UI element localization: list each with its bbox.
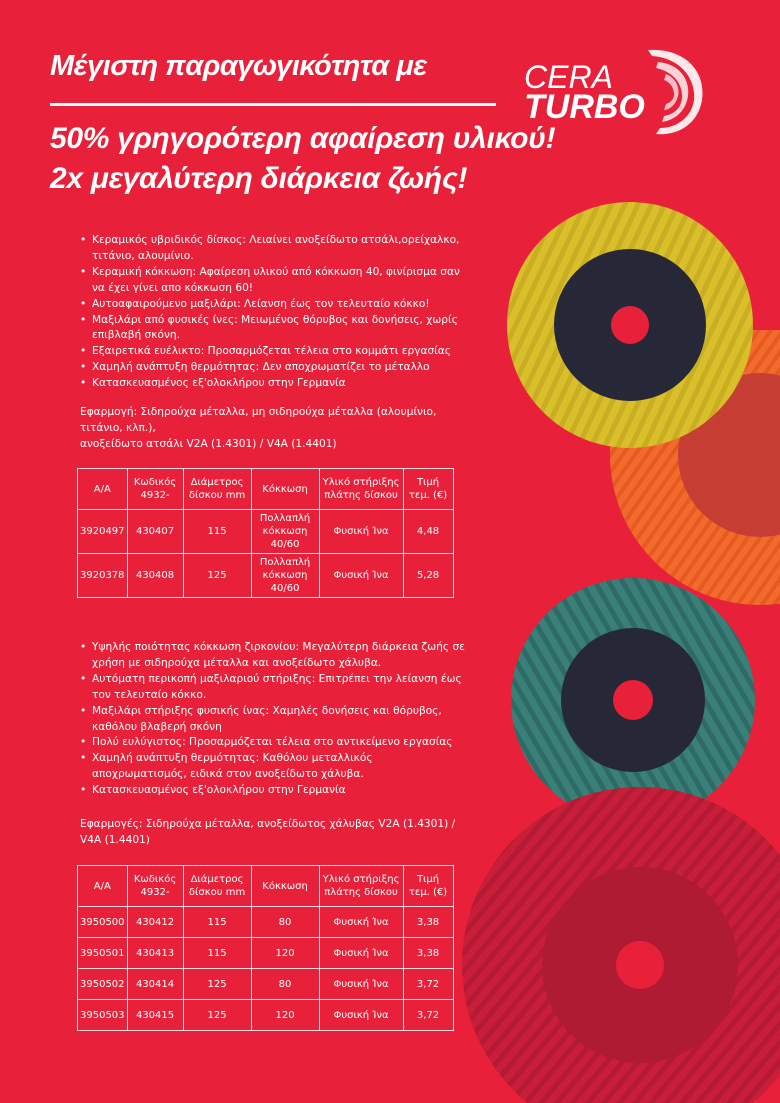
yellow-ceramic-disc-image	[505, 200, 755, 450]
cell-price: 3,72	[403, 1000, 453, 1031]
application-text: Εφαρμογές: Σιδηρούχα μέταλλα, ανοξείδωτος χάλυβας V2A (1.4301) /	[80, 818, 456, 830]
red-zirconium-disc-image	[460, 785, 780, 1103]
table-row	[78, 969, 454, 1000]
table-header-row	[78, 469, 454, 510]
cell-price: 3,38	[403, 907, 453, 938]
cell-diameter: 115	[183, 510, 251, 554]
table-row	[78, 938, 454, 969]
list-item: • Κεραμικός υβριδικός δίσκος: Λειαίνει ανοξείδωτο ατσάλι,ορείχαλκο, τιτάνιο, αλουμίνιο.	[80, 233, 470, 265]
cell-grit: 120	[251, 938, 319, 969]
header-grit: Κόκκωση	[251, 866, 319, 907]
table-row	[78, 1000, 454, 1031]
header-code: Κωδικός 4932-	[127, 866, 183, 907]
logo-text-turbo: TURBO	[524, 88, 645, 126]
cell-price: 4,48	[403, 510, 453, 554]
cell-backing: Φυσική Ίνα	[319, 938, 403, 969]
cell-aa: 3920378	[78, 554, 128, 598]
cell-diameter: 115	[183, 907, 251, 938]
list-item: • Κατασκευασμένος εξ'ολοκλήρου στην Γερμανία	[80, 376, 470, 392]
cell-code: 430415	[127, 1000, 183, 1031]
section1-application	[80, 405, 470, 453]
cell-diameter: 125	[183, 969, 251, 1000]
cell-backing: Φυσική Ίνα	[319, 1000, 403, 1031]
header-price: Τιμή τεμ. (€)	[403, 866, 453, 907]
list-item: • Αυτοαφαιρούμενο μαξιλάρι: Λείανση έως τον τελευταίο κόκκο!	[80, 297, 470, 313]
cell-price: 5,28	[403, 554, 453, 598]
cell-backing: Φυσική Ίνα	[319, 510, 403, 554]
cell-diameter: 125	[183, 554, 251, 598]
cell-diameter: 115	[183, 938, 251, 969]
list-item: • Κατασκευασμένος εξ'ολοκλήρου στην Γερμανία	[80, 783, 470, 799]
cell-backing: Φυσική Ίνα	[319, 907, 403, 938]
application-text: V4A (1.4401)	[80, 833, 150, 846]
list-item: • Μαξιλάρι στήριξης φυσικής ίνας: Χαμηλές δονήσεις και θόρυβος, καθόλου βλαβερή σκόνη	[80, 704, 470, 736]
cell-aa: 3950501	[78, 938, 128, 969]
cell-code: 430412	[127, 907, 183, 938]
header-grit: Κόκκωση	[251, 469, 319, 510]
cell-grit: 120	[251, 1000, 319, 1031]
cell-code: 430414	[127, 969, 183, 1000]
cell-grit: 80	[251, 969, 319, 1000]
cell-price: 3,38	[403, 938, 453, 969]
headline: Μέγιστη παραγωγικότητα με	[50, 50, 427, 82]
cell-price: 3,72	[403, 969, 453, 1000]
application-text: Εφαρμογή: Σιδηρούχα μέταλλα, μη σιδηρούχα μέταλλα (αλουμίνιο, τιτάνιο, κλπ.),	[80, 406, 437, 434]
table-row	[78, 510, 454, 554]
list-item: • Εξαιρετικά ευέλικτο: Προσαρμόζεται τέλεια στο κομμάτι εργασίας	[80, 344, 470, 360]
cell-aa: 3950500	[78, 907, 128, 938]
cell-aa: 3950503	[78, 1000, 128, 1031]
subheadline-faster: 50% γρηγορότερη αφαίρεση υλικού!	[50, 122, 556, 155]
section2-application	[80, 817, 470, 849]
cell-code: 430407	[127, 510, 183, 554]
section1-product-table	[77, 468, 454, 598]
header-aa: Α/Α	[78, 469, 128, 510]
header-diameter: Διάμετρος δίσκου mm	[183, 469, 251, 510]
cell-grit: 80	[251, 907, 319, 938]
cell-grit: Πολλαπλή κόκκωση 40/60	[251, 554, 319, 598]
list-item: • Χαμηλή ανάπτυξη θερμότητας: Καθόλου μεταλλικός αποχρωματισμός, ειδικά στον ανοξείδωτο χάλυβα.	[80, 751, 470, 783]
subheadline-lifetime: 2x μεγαλύτερη διάρκεια ζωής!	[50, 162, 468, 195]
list-item: • Κεραμική κόκκωση: Αφαίρεση υλικού από κόκκωση 40, φινίρισμα σαν να έχει γίνει απο κόκκωση 60!	[80, 265, 470, 297]
header-price: Τιμή τεμ. (€)	[403, 469, 453, 510]
table-row	[78, 554, 454, 598]
cell-aa: 3950502	[78, 969, 128, 1000]
list-item: • Πολύ ευλύγιστος: Προσαρμόζεται τέλεια στο αντικείμενο εργασίας	[80, 735, 470, 751]
section2-product-table	[77, 865, 454, 1031]
section2-features	[80, 640, 470, 799]
cell-code: 430413	[127, 938, 183, 969]
table-row	[78, 907, 454, 938]
header-backing: Υλικό στήριξης πλάτης δίσκου	[319, 866, 403, 907]
header-aa: Α/Α	[78, 866, 128, 907]
list-item: • Χαμηλή ανάπτυξη θερμότητας: Δεν αποχρωματίζει το μέταλλο	[80, 360, 470, 376]
list-item: • Μαξιλάρι από φυσικές ίνες: Μειωμένος θόρυβος και δονήσεις, χωρίς επιβλαβή σκόνη.	[80, 313, 470, 345]
list-item: • Υψηλής ποιότητας κόκκωση ζιρκονίου: Μεγαλύτερη διάρκεια ζωής σε χρήση με σιδηρούχα μέταλλα και ανοξείδωτο χάλυβα.	[80, 640, 470, 672]
header-code: Κωδικός 4932-	[127, 469, 183, 510]
application-text: ανοξείδωτο ατσάλι V2A (1.4301) / V4A (1.4401)	[80, 437, 337, 450]
cell-diameter: 125	[183, 1000, 251, 1031]
headline-rule	[50, 103, 496, 106]
cell-backing: Φυσική Ίνα	[319, 969, 403, 1000]
header-backing: Υλικό στήριξης πλάτης δίσκου	[319, 469, 403, 510]
cell-aa: 3920497	[78, 510, 128, 554]
cell-code: 430408	[127, 554, 183, 598]
cell-grit: Πολλαπλή κόκκωση 40/60	[251, 510, 319, 554]
logo-text-cera: CERA	[524, 59, 613, 95]
section1-features	[80, 233, 470, 392]
list-item: • Αυτόματη περικοπή μαξιλαριού στήριξης: Επιτρέπει την λείανση έως τον τελευταίο κόκκο.	[80, 672, 470, 704]
cell-backing: Φυσική Ίνα	[319, 554, 403, 598]
table-header-row	[78, 866, 454, 907]
header-diameter: Διάμετρος δίσκου mm	[183, 866, 251, 907]
